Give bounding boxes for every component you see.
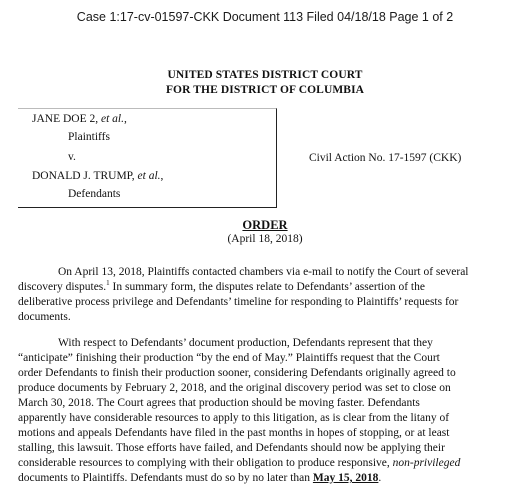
civil-action-number: Civil Action No. 17-1597 (CKK)	[309, 152, 462, 164]
case-header: Case 1:17-cv-01597-CKK Document 113 Filed 04/18/18 Page 1 of 2	[76, 10, 454, 24]
para2-line: March 30, 2018. The Court agrees that production should be moving faster. Defendants	[18, 397, 420, 409]
para2-line: motions and appeals Defendants have filed in the past months in hopes of stopping, or at least	[18, 427, 450, 439]
para2-line: With respect to Defendants’ document production, Defendants represent that they	[58, 337, 433, 349]
para2-line: “anticipate” finishing their production “by the end of May.” Plaintiffs request that the Court	[18, 352, 440, 364]
court-name: UNITED STATES DISTRICT COURT	[167, 69, 363, 81]
defendant-name: DONALD J. TRUMP, et al.,	[32, 170, 164, 182]
order-title: ORDER	[242, 218, 288, 232]
para2-line: apparently have considerable resources to apply to this litigation, as is clear from the litany of	[18, 412, 450, 424]
versus: v.	[68, 151, 76, 163]
para2-line: produce documents by February 2, 2018, and the original discovery period was set to close on	[18, 382, 451, 394]
footnote-marker[interactable]: 1	[106, 279, 110, 288]
defendant-role: Defendants	[68, 188, 121, 200]
court-district: FOR THE DISTRICT OF COLUMBIA	[165, 84, 365, 96]
para1-line: deliberative process privilege and Defendants’ timeline for responding to Plaintiffs’ requests for	[18, 296, 459, 308]
para1-line: discovery disputes.$^1$ In summary form, the disputes relate to Defendants’ assertion of the	[18, 279, 425, 293]
para2-line: order Defendants to finish their production sooner, considering Defendants originally agreed to	[18, 367, 456, 379]
para2-line: stalling, this lawsuit. Those efforts have failed, and Defendants should now be applying their	[18, 442, 445, 454]
plaintiff-name: JANE DOE 2, et al.,	[32, 113, 127, 125]
para1-line: On April 13, 2018, Plaintiffs contacted chambers via e-mail to notify the Court of several	[58, 266, 469, 278]
court-title	[0, 68, 530, 98]
para1-line: documents.	[18, 311, 71, 323]
para2-line: considerable resources to complying with their obligation to produce responsive, non-privileged	[18, 457, 461, 469]
order-date: (April 18, 2018)	[227, 233, 303, 245]
production-deadline: May 15, 2018	[312, 472, 379, 484]
emphasis-non-privileged: non-privileged	[392, 457, 461, 469]
plaintiff-role: Plaintiffs	[68, 131, 110, 143]
para2-line: documents to Plaintiffs. Defendants must do so by no later than May 15, 2018.	[18, 472, 382, 484]
